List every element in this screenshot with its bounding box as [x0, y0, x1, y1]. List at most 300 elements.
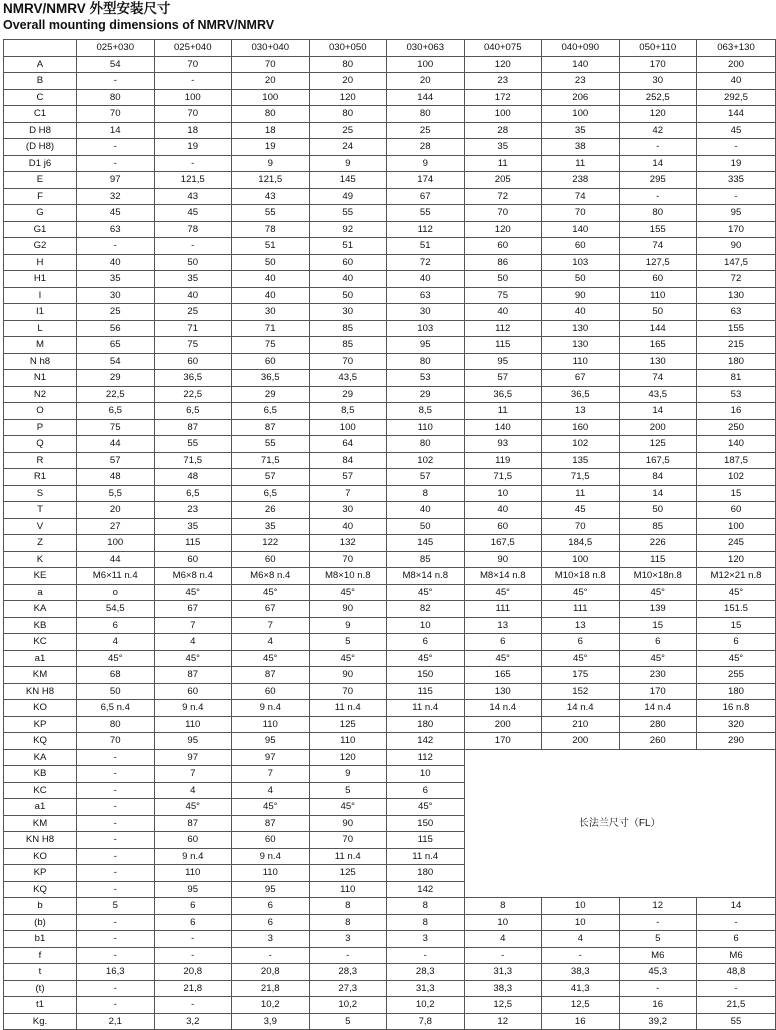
table-cell: -	[309, 947, 387, 964]
table-row	[4, 518, 776, 535]
row-label: a1	[4, 799, 77, 816]
table-cell: 65	[77, 337, 155, 354]
table-cell: 53	[697, 386, 776, 403]
table-cell: 115	[387, 832, 465, 849]
table-cell: 15	[697, 485, 776, 502]
row-label: N2	[4, 386, 77, 403]
table-cell: 45°	[77, 650, 155, 667]
table-cell: 120	[464, 56, 542, 73]
table-row	[4, 931, 776, 948]
table-cell: 6,5	[232, 485, 310, 502]
table-cell: -	[387, 947, 465, 964]
table-cell: 14 n.4	[619, 700, 697, 717]
table-row	[4, 601, 776, 618]
table-cell: 7	[154, 766, 232, 783]
table-cell: 30	[232, 304, 310, 321]
table-cell: 84	[619, 469, 697, 486]
row-label: b1	[4, 931, 77, 948]
table-cell: 28,3	[387, 964, 465, 981]
table-row	[4, 980, 776, 997]
table-cell: 63	[77, 221, 155, 238]
table-cell: 60	[619, 271, 697, 288]
table-cell: 50	[154, 254, 232, 271]
table-cell: 8,5	[387, 403, 465, 420]
table-cell: 87	[154, 815, 232, 832]
table-cell: 87	[154, 667, 232, 684]
table-cell: 21,8	[232, 980, 310, 997]
table-cell: 40	[542, 304, 620, 321]
table-cell: 45°	[154, 584, 232, 601]
table-cell: 10	[464, 914, 542, 931]
table-cell: 42	[619, 122, 697, 139]
table-cell: 11 n.4	[309, 700, 387, 717]
table-cell: 75	[464, 287, 542, 304]
table-row	[4, 89, 776, 106]
row-label: A	[4, 56, 77, 73]
table-cell: 6,5	[154, 403, 232, 420]
table-cell: 20	[387, 73, 465, 90]
row-label: S	[4, 485, 77, 502]
table-row	[4, 469, 776, 486]
table-cell: 60	[542, 238, 620, 255]
table-cell: 140	[542, 56, 620, 73]
table-cell: 29	[387, 386, 465, 403]
row-label: KP	[4, 716, 77, 733]
table-cell: 80	[232, 106, 310, 123]
table-cell: 74	[542, 188, 620, 205]
table-cell: 115	[619, 551, 697, 568]
table-cell: -	[77, 881, 155, 898]
table-cell: 150	[387, 667, 465, 684]
table-cell: 70	[464, 205, 542, 222]
table-cell: -	[542, 947, 620, 964]
column-header-model: 030+040	[232, 40, 310, 57]
table-cell: 45°	[619, 650, 697, 667]
table-cell: 70	[542, 518, 620, 535]
table-cell: 80	[387, 436, 465, 453]
row-label: KQ	[4, 881, 77, 898]
table-cell: -	[232, 947, 310, 964]
table-cell: 6	[154, 914, 232, 931]
table-cell: 144	[619, 320, 697, 337]
table-cell: 9 n.4	[232, 848, 310, 865]
table-row	[4, 452, 776, 469]
table-cell: 30	[619, 73, 697, 90]
table-cell: 100	[387, 56, 465, 73]
table-cell: 40	[232, 271, 310, 288]
table-cell: 255	[697, 667, 776, 684]
table-cell: 260	[619, 733, 697, 750]
row-label: G1	[4, 221, 77, 238]
table-cell: 49	[309, 188, 387, 205]
table-cell: 36,5	[232, 370, 310, 387]
table-cell: 71,5	[154, 452, 232, 469]
table-cell: 120	[309, 89, 387, 106]
table-cell: 6	[232, 914, 310, 931]
table-cell: 54	[77, 56, 155, 73]
table-cell: 28	[387, 139, 465, 156]
column-header-model: 040+090	[542, 40, 620, 57]
table-cell: 5	[309, 782, 387, 799]
table-cell: 6	[387, 782, 465, 799]
row-label: t	[4, 964, 77, 981]
table-cell: 142	[387, 733, 465, 750]
table-cell: 81	[697, 370, 776, 387]
table-cell: 13	[542, 403, 620, 420]
table-cell: 95	[232, 881, 310, 898]
table-cell: 50	[464, 271, 542, 288]
table-cell: 48	[77, 469, 155, 486]
table-cell: 45	[542, 502, 620, 519]
table-cell: 147,5	[697, 254, 776, 271]
table-cell: 40	[387, 271, 465, 288]
table-cell: 60	[232, 353, 310, 370]
header-row	[4, 40, 776, 57]
table-cell: 102	[387, 452, 465, 469]
table-row	[4, 650, 776, 667]
table-cell: 9 n.4	[154, 700, 232, 717]
table-cell: 8	[309, 914, 387, 931]
table-cell: 95	[464, 353, 542, 370]
table-cell: 9	[232, 155, 310, 172]
table-cell: 92	[309, 221, 387, 238]
table-cell: 115	[154, 535, 232, 552]
table-cell: 80	[77, 716, 155, 733]
row-label: a	[4, 584, 77, 601]
table-row	[4, 716, 776, 733]
table-cell: 12	[464, 1013, 542, 1030]
row-label: M	[4, 337, 77, 354]
table-cell: 11	[542, 485, 620, 502]
table-cell: 127,5	[619, 254, 697, 271]
long-flange-note: 长法兰尺寸（FL）	[464, 749, 776, 898]
table-cell: 90	[309, 601, 387, 618]
table-row	[4, 320, 776, 337]
table-cell: 119	[464, 452, 542, 469]
table-cell: 63	[387, 287, 465, 304]
table-cell: 45°	[464, 650, 542, 667]
table-cell: 250	[697, 419, 776, 436]
table-cell: 71	[154, 320, 232, 337]
table-cell: -	[619, 980, 697, 997]
table-cell: 36,5	[464, 386, 542, 403]
table-cell: 215	[697, 337, 776, 354]
table-cell: 78	[232, 221, 310, 238]
table-cell: 45°	[232, 650, 310, 667]
table-cell: 30	[387, 304, 465, 321]
table-cell: 70	[309, 551, 387, 568]
table-cell: 95	[697, 205, 776, 222]
table-row	[4, 551, 776, 568]
table-cell: 45°	[232, 799, 310, 816]
table-cell: 5	[309, 634, 387, 651]
table-cell: 18	[232, 122, 310, 139]
table-cell: 4	[154, 634, 232, 651]
table-row	[4, 73, 776, 90]
table-cell: 180	[387, 865, 465, 882]
table-cell: 50	[619, 502, 697, 519]
table-cell: 45°	[309, 650, 387, 667]
table-cell: -	[154, 947, 232, 964]
table-cell: 71,5	[542, 469, 620, 486]
table-cell: 71	[232, 320, 310, 337]
table-row	[4, 914, 776, 931]
table-cell: 8	[387, 898, 465, 915]
table-cell: 5	[77, 898, 155, 915]
table-cell: 90	[697, 238, 776, 255]
table-cell: -	[77, 865, 155, 882]
table-cell: 90	[464, 551, 542, 568]
table-cell: 295	[619, 172, 697, 189]
table-cell: 6	[154, 898, 232, 915]
table-cell: 50	[232, 254, 310, 271]
table-cell: 110	[619, 287, 697, 304]
row-label: b	[4, 898, 77, 915]
table-cell: 97	[232, 749, 310, 766]
table-cell: 19	[154, 139, 232, 156]
table-cell: 70	[309, 832, 387, 849]
row-label: Q	[4, 436, 77, 453]
table-cell: 205	[464, 172, 542, 189]
table-cell: 3,2	[154, 1013, 232, 1030]
table-cell: 40	[154, 287, 232, 304]
table-cell: 14 n.4	[542, 700, 620, 717]
table-cell: 8	[464, 898, 542, 915]
table-cell: 15	[697, 617, 776, 634]
table-cell: 121,5	[154, 172, 232, 189]
table-cell: 45°	[232, 584, 310, 601]
column-header-model: 025+030	[77, 40, 155, 57]
table-cell: 16	[542, 1013, 620, 1030]
table-cell: 5	[619, 931, 697, 948]
table-body	[4, 56, 776, 1030]
table-cell: 10	[387, 766, 465, 783]
table-cell: 29	[77, 370, 155, 387]
table-row	[4, 749, 776, 766]
row-label: KA	[4, 749, 77, 766]
table-cell: 35	[154, 518, 232, 535]
table-cell: 110	[154, 865, 232, 882]
column-header-label	[4, 40, 77, 57]
table-cell: 200	[697, 56, 776, 73]
table-cell: 4	[77, 634, 155, 651]
table-cell: 39,2	[619, 1013, 697, 1030]
row-label: N1	[4, 370, 77, 387]
column-header-model: 040+075	[464, 40, 542, 57]
table-cell: 36,5	[542, 386, 620, 403]
table-cell: 80	[387, 353, 465, 370]
table-cell: 110	[232, 865, 310, 882]
table-cell: 48,8	[697, 964, 776, 981]
table-cell: 55	[697, 1013, 776, 1030]
row-label: G	[4, 205, 77, 222]
table-cell: 226	[619, 535, 697, 552]
table-cell: 80	[387, 106, 465, 123]
table-cell: 184,5	[542, 535, 620, 552]
table-cell: -	[77, 799, 155, 816]
table-cell: 7	[309, 485, 387, 502]
table-cell: 70	[542, 205, 620, 222]
table-cell: 6,5 n.4	[77, 700, 155, 717]
table-cell: 111	[542, 601, 620, 618]
table-cell: 40	[464, 502, 542, 519]
table-row	[4, 436, 776, 453]
table-cell: M12×21 n.8	[697, 568, 776, 585]
table-cell: 4	[464, 931, 542, 948]
table-cell: 60	[154, 551, 232, 568]
table-cell: 97	[77, 172, 155, 189]
row-label: F	[4, 188, 77, 205]
table-cell: 111	[464, 601, 542, 618]
table-cell: 125	[309, 865, 387, 882]
table-cell: 11 n.4	[309, 848, 387, 865]
table-cell: 43	[154, 188, 232, 205]
table-cell: 230	[619, 667, 697, 684]
table-row	[4, 188, 776, 205]
table-cell: 135	[542, 452, 620, 469]
table-cell: 55	[309, 205, 387, 222]
table-cell: 41,3	[542, 980, 620, 997]
table-cell: 95	[387, 337, 465, 354]
table-cell: -	[77, 766, 155, 783]
table-cell: 16	[697, 403, 776, 420]
table-cell: 72	[697, 271, 776, 288]
table-cell: 170	[464, 733, 542, 750]
table-cell: 12,5	[542, 997, 620, 1014]
table-cell: 8	[387, 485, 465, 502]
table-cell: 14	[619, 485, 697, 502]
table-row	[4, 403, 776, 420]
table-cell: 80	[619, 205, 697, 222]
row-label: D1 j6	[4, 155, 77, 172]
table-cell: 78	[154, 221, 232, 238]
table-cell: 55	[232, 436, 310, 453]
table-cell: 100	[697, 518, 776, 535]
table-cell: 140	[697, 436, 776, 453]
table-row	[4, 106, 776, 123]
table-cell: 50	[542, 271, 620, 288]
table-cell: 60	[232, 551, 310, 568]
dimensions-table	[3, 39, 776, 1030]
row-label: P	[4, 419, 77, 436]
table-cell: 172	[464, 89, 542, 106]
table-cell: 100	[464, 106, 542, 123]
table-cell: 40	[309, 271, 387, 288]
column-header-model: 063+130	[697, 40, 776, 57]
table-cell: 45°	[619, 584, 697, 601]
table-cell: 45°	[542, 650, 620, 667]
table-cell: 102	[697, 469, 776, 486]
table-cell: 130	[542, 337, 620, 354]
table-cell: M10×18 n.8	[542, 568, 620, 585]
table-cell: 110	[387, 419, 465, 436]
table-cell: 45°	[154, 650, 232, 667]
table-cell: 180	[387, 716, 465, 733]
row-label: R1	[4, 469, 77, 486]
table-cell: 2,1	[77, 1013, 155, 1030]
row-label: N h8	[4, 353, 77, 370]
table-cell: 93	[464, 436, 542, 453]
row-label: KO	[4, 700, 77, 717]
table-cell: 170	[697, 221, 776, 238]
table-cell: 63	[697, 304, 776, 321]
table-cell: 125	[619, 436, 697, 453]
table-cell: -	[619, 188, 697, 205]
table-cell: 87	[232, 815, 310, 832]
table-cell: 245	[697, 535, 776, 552]
table-row	[4, 287, 776, 304]
table-cell: 4	[154, 782, 232, 799]
table-cell: 144	[697, 106, 776, 123]
table-cell: -	[77, 139, 155, 156]
row-label: I	[4, 287, 77, 304]
row-label: O	[4, 403, 77, 420]
table-cell: 9	[309, 766, 387, 783]
table-cell: 22,5	[77, 386, 155, 403]
table-cell: 50	[309, 287, 387, 304]
row-label: KP	[4, 865, 77, 882]
table-cell: 151.5	[697, 601, 776, 618]
table-cell: -	[697, 139, 776, 156]
table-cell: 252,5	[619, 89, 697, 106]
table-cell: 11	[542, 155, 620, 172]
row-label: H1	[4, 271, 77, 288]
table-cell: 27	[77, 518, 155, 535]
table-cell: 6	[697, 634, 776, 651]
table-cell: 80	[309, 106, 387, 123]
table-cell: 6	[619, 634, 697, 651]
row-label: K	[4, 551, 77, 568]
table-cell: 40	[77, 254, 155, 271]
table-row	[4, 304, 776, 321]
table-cell: 290	[697, 733, 776, 750]
table-row	[4, 370, 776, 387]
table-cell: 11 n.4	[387, 700, 465, 717]
table-cell: 84	[309, 452, 387, 469]
table-cell: -	[77, 782, 155, 799]
table-cell: 60	[697, 502, 776, 519]
table-cell: M8×14 n.8	[387, 568, 465, 585]
table-cell: 87	[154, 419, 232, 436]
table-cell: 80	[77, 89, 155, 106]
table-cell: 155	[697, 320, 776, 337]
table-cell: 103	[542, 254, 620, 271]
table-cell: 67	[154, 601, 232, 618]
table-cell: 13	[464, 617, 542, 634]
table-cell: 43	[232, 188, 310, 205]
row-label: T	[4, 502, 77, 519]
table-header	[4, 40, 776, 57]
row-label: KC	[4, 634, 77, 651]
table-cell: 51	[309, 238, 387, 255]
table-row	[4, 271, 776, 288]
table-cell: 14	[619, 155, 697, 172]
table-cell: 14	[619, 403, 697, 420]
row-label: (b)	[4, 914, 77, 931]
table-cell: 55	[232, 205, 310, 222]
table-row	[4, 172, 776, 189]
table-cell: 70	[154, 106, 232, 123]
table-cell: 10,2	[309, 997, 387, 1014]
table-cell: 112	[464, 320, 542, 337]
table-cell: 68	[77, 667, 155, 684]
table-cell: 45°	[387, 650, 465, 667]
table-cell: 35	[77, 271, 155, 288]
table-cell: 35	[154, 271, 232, 288]
table-cell: 144	[387, 89, 465, 106]
row-label: L	[4, 320, 77, 337]
table-cell: 20	[232, 73, 310, 90]
